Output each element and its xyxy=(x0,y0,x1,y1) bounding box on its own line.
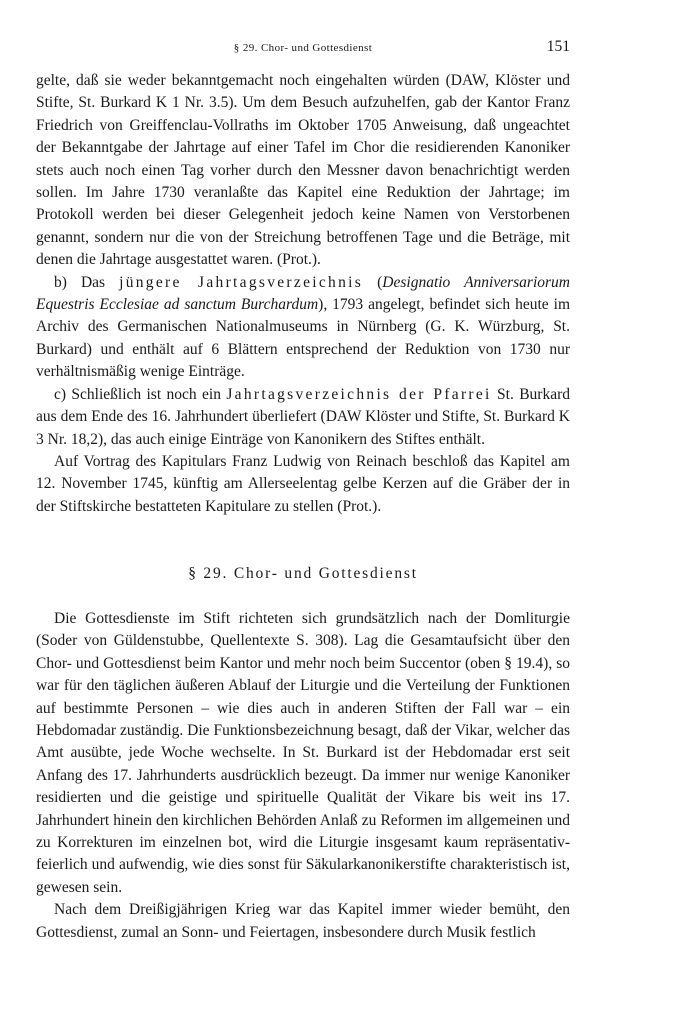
paragraph-b-paren: ( xyxy=(363,273,383,291)
section-heading: § 29. Chor- und Gottesdienst xyxy=(188,565,418,582)
paragraph-c xyxy=(36,384,570,451)
running-head: § 29. Chor- und Gottesdienst xyxy=(233,42,373,54)
page-number: 151 xyxy=(546,38,570,55)
paragraph-vortrag: Auf Vortrag des Kapitulars Franz Ludwig von Reinach beschloß das Kapitel am 12. November 1745, künftig am Allerseelentag gelbe Kerzen auf die Gräber der in der Stiftskirche bestatteten Kapitulare zu stellen (Prot.). xyxy=(36,452,570,515)
paragraph-continuation: gelte, daß sie weder bekanntgemacht noch eingehalten würden (DAW, Klöster und Stifte, St. Burkard K 1 Nr. 3.5). Um dem Besuch aufzuhelfen, gab der Kantor Franz Friedrich von Greiffenclau-Vollraths im Oktober 1705 Anweisung, daß ungeachtet der Bekanntgabe der Jahrtage auf einer Tafel im Chor die residierenden Kanoniker stets auch noch einen Tag vorher durch den Messner davon benachrichtigt werden sollen. Im Jahre 1730 veranlaßte das Kapitel eine Reduktion der Jahrtage; im Protokoll werden bei dieser Gelegenheit jedoch keine Namen von Verstorbenen genannt, sondern nur die von der Streichung betroffenen Tage und die Beträge, mit denen die Jahrtage ausgestattet waren. (Prot.). xyxy=(36,72,570,269)
paragraph-b xyxy=(36,272,570,384)
paragraph-b-rest: ), 1793 angelegt, befindet sich heute im Archiv des Germanischen Nationalmuseums in Nürnberg (G. K. Würzburg, St. Burkard) und enthält auf 6 Blättern entsprechend der Reduktion von 1730 nur verhältnismäßig wenige Einträge. xyxy=(36,296,571,381)
paragraph-b-start: b) Das xyxy=(54,273,120,291)
paragraph-c-rest: St. Burkard aus dem Ende des 16. Jahrhundert überliefert (DAW Klöster und Stifte, St. Burkard K 3 Nr. 18,2), das auch einige Einträge von Kanonikern des Stiftes enthält. xyxy=(36,385,570,448)
paragraph-c-title: Jahrtagsverzeichnis der Pfarrei xyxy=(226,385,492,403)
paragraph-b-latin-title: Designatio Anniversariorum Equestris Ecclesiae ad sanctum Burchardum xyxy=(36,273,570,314)
page-header xyxy=(36,38,570,58)
paragraph-c-start: c) Schließlich ist noch ein xyxy=(54,385,227,403)
text-block-bottom xyxy=(36,608,570,944)
paragraph-gottesdienste: Die Gottesdienste im Stift richteten sich grundsätzlich nach der Domliturgie (Soder von Güldenstubbe, Quellentexte S. 308). Lag die Gesamtaufsicht über den Chor- und Gottesdienst beim Kantor und mehr noch beim Succentor (oben § 19.4), so war für den täglichen äußeren Ablauf der Liturgie und die Verteilung der Funktionen auf bestimmte Personen – wie dies auch in anderen Stiften der Fall war – ein Hebdomadar zuständig. Die Funktionsbezeichnung besagt, daß der Vikar, welcher das Amt ausübte, jede Woche wechselte. In St. Burkard ist der Hebdomadar erst seit Anfang des 17. Jahrhunderts ausdrücklich bezeugt. Da immer nur wenige Kanoniker residierten und die geistige und spirituelle Qualität der Vikare bis weit ins 17. Jahrhundert hinein den kirchlichen Behörden Anlaß zu Reformen im allgemeinen und zu Korrekturen im einzelnen bot, wird die Liturgie insgesamt kaum repräsentativ-feierlich und aufwendig, wie dies sonst für Säkularkanonikerstifte charakteristisch ist, gewesen sein. xyxy=(36,610,570,896)
paragraph-dreissigjaehriger-krieg: Nach dem Dreißigjährigen Krieg war das Kapitel immer wieder bemüht, den Gottesdienst, zumal an Sonn- und Feiertagen, insbesondere durch Musik festlich xyxy=(36,901,570,941)
text-block-top xyxy=(36,70,570,518)
paragraph-b-title: jüngere Jahrtagsverzeichnis xyxy=(119,273,364,291)
